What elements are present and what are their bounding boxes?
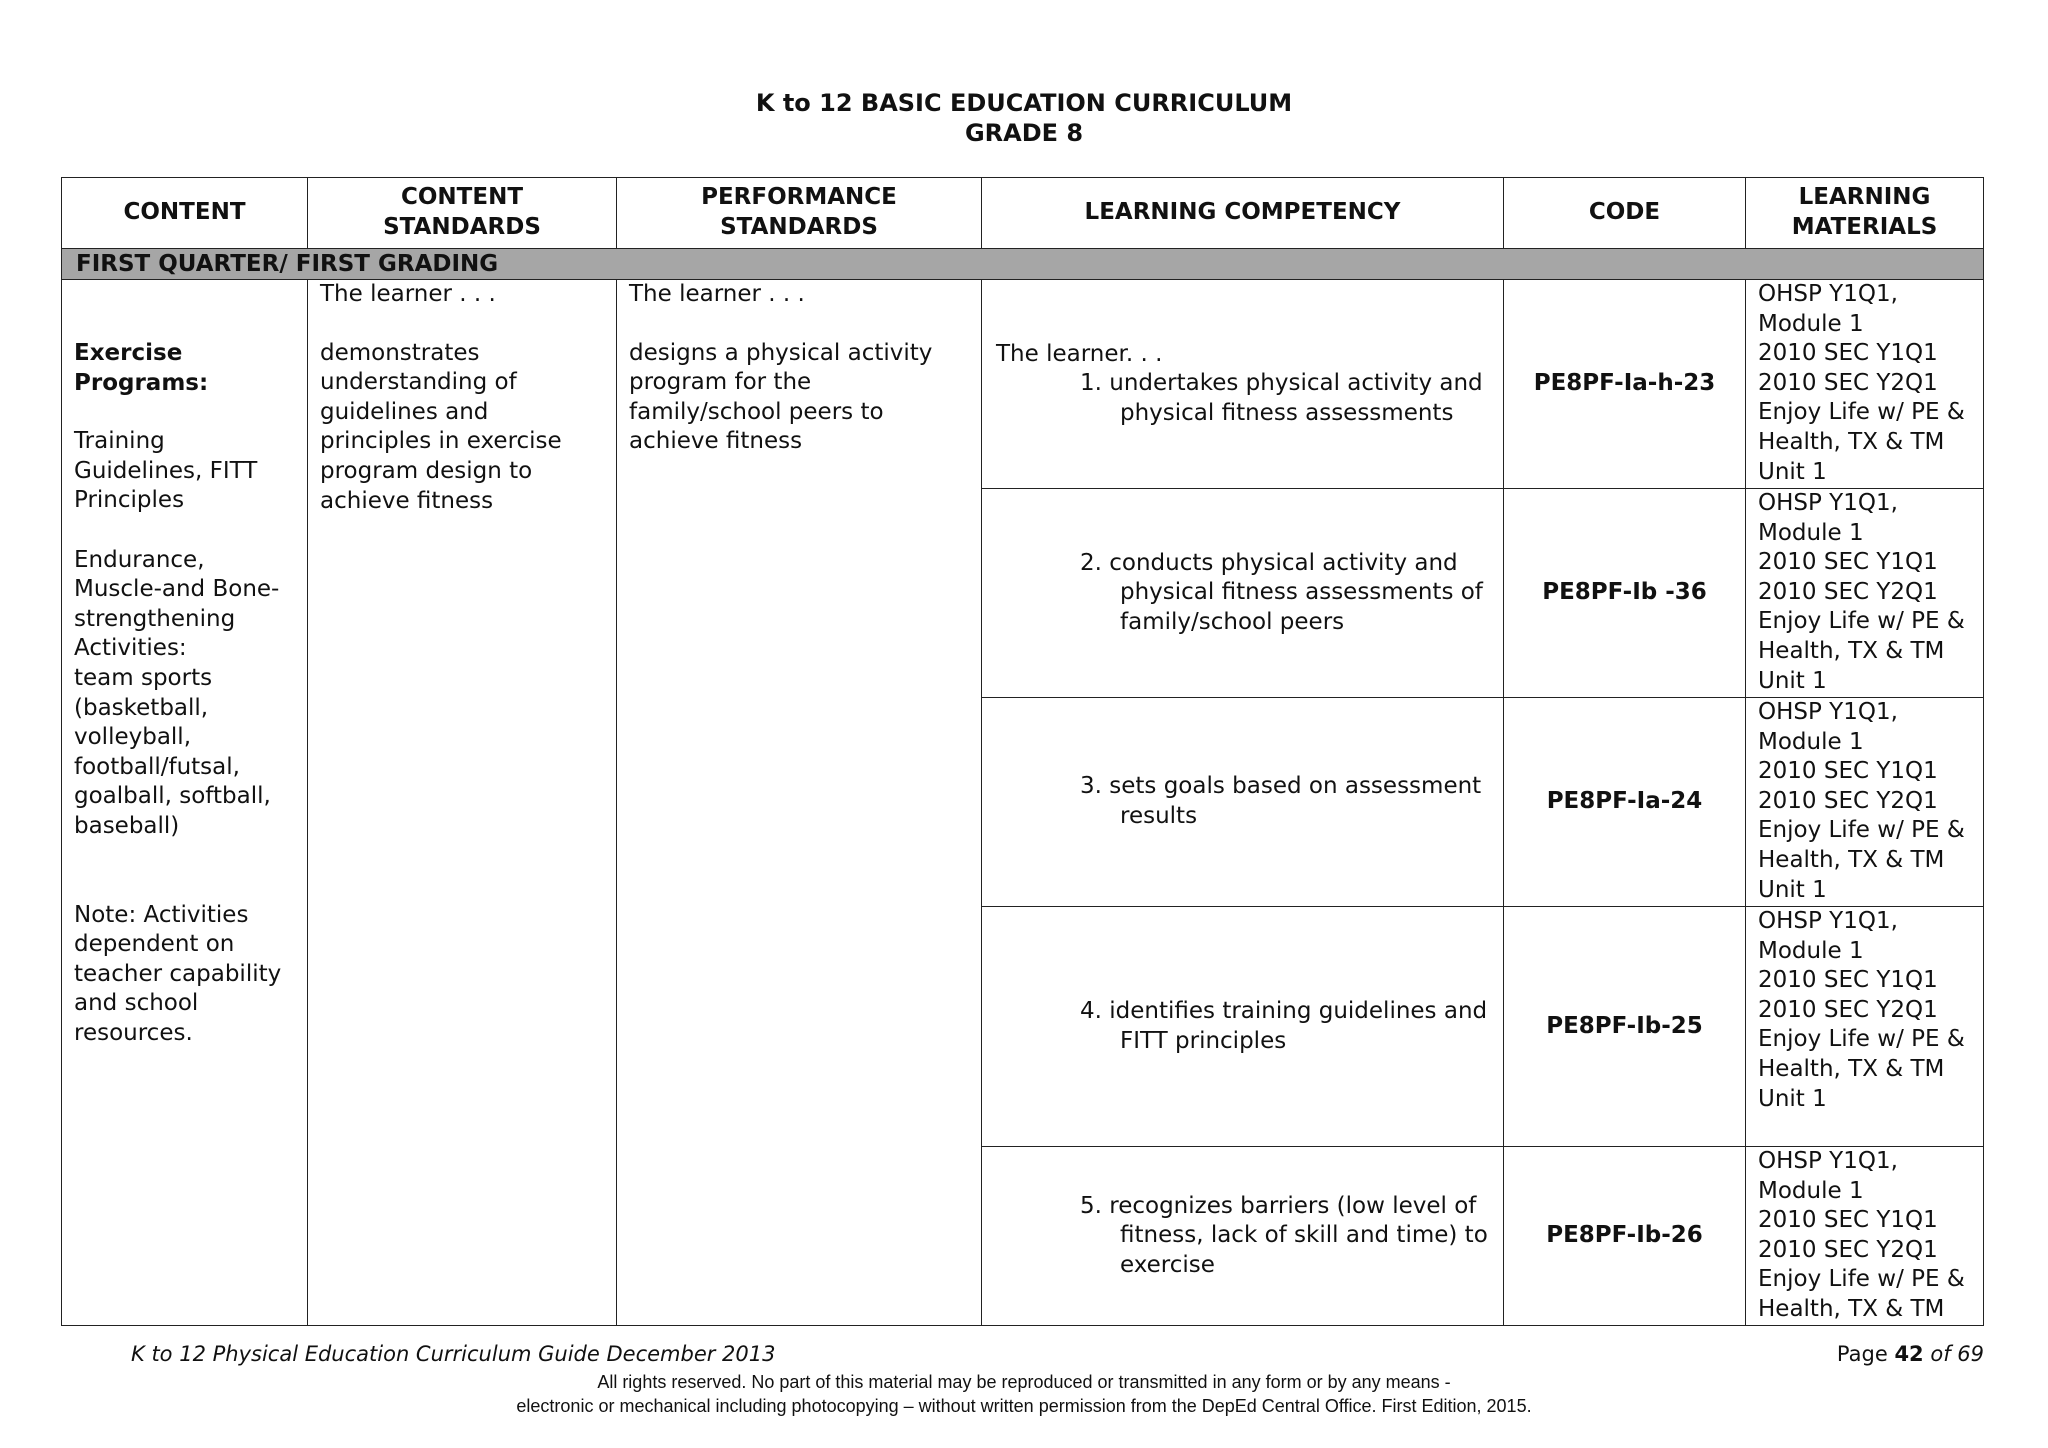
document-subtitle: GRADE 8: [964, 119, 1084, 147]
materials-cell: OHSP Y1Q1, Module 1 2010 SEC Y1Q1 2010 SEC Y2Q1 Enjoy Life w/ PE & Health, TX & TM Unit 1: [1746, 489, 1984, 698]
competency-cell: [982, 907, 1504, 1147]
competency-text: recognizes barriers (low level of: [1109, 1192, 1477, 1219]
content-body: Training Guidelines, FITT Principles Endurance, Muscle-and Bone-strengthening Activities: team sports (basketball, volleyball, football/futsal, goalball, softball, baseball) Note: Activities dependent on teacher capability and school resources.: [74, 428, 282, 1047]
col-header-learning-competency: LEARNING COMPETENCY: [982, 178, 1504, 249]
competency-cell: [982, 280, 1504, 489]
materials-cell: OHSP Y1Q1, Module 1 2010 SEC Y1Q1 2010 SEC Y2Q1 Enjoy Life w/ PE & Health, TX & TM Unit 1: [1746, 698, 1984, 907]
content-standards-intro: The learner . . .: [320, 281, 496, 307]
page-total: of 69: [1930, 1342, 1984, 1366]
competency-text: sets goals based on assessment: [1109, 773, 1482, 800]
competency-text-cont: FITT principles: [1120, 1027, 1287, 1054]
quarter-row: [62, 249, 1984, 280]
content-standards-text: demonstrates understanding of guidelines and principles in exercise program design to achieve fitness: [320, 339, 562, 514]
performance-standards-intro: The learner . . .: [629, 281, 805, 307]
competency-item: [996, 997, 1491, 1056]
rights-notice-line1: All rights reserved. No part of this material may be reproduced or transmitted in any form or by any means -: [597, 1372, 1451, 1392]
competency-cell: [982, 698, 1504, 907]
code-cell: PE8PF-Ib-26: [1504, 1147, 1746, 1326]
footer-guide-title: K to 12 Physical Education Curriculum Guide December 2013: [131, 1342, 776, 1366]
performance-standards-cell: [617, 280, 982, 1326]
col-header-content-standards: CONTENT STANDARDS: [308, 178, 617, 249]
competency-item: [996, 549, 1491, 638]
rights-notice-line2: electronic or mechanical including photocopying – without written permission from the DepEd Central Office. First Edition, 2015.: [516, 1396, 1532, 1416]
competency-number: 4.: [1080, 997, 1102, 1024]
competency-item: [996, 369, 1491, 428]
competency-cell: [982, 1147, 1504, 1326]
competency-text-cont: fitness, lack of skill and time) to exercise: [1120, 1222, 1488, 1278]
competency-text-cont: results: [1120, 803, 1198, 829]
materials-cell: OHSP Y1Q1, Module 1 2010 SEC Y1Q1 2010 SEC Y2Q1 Enjoy Life w/ PE & Health, TX & TM Unit 1: [1746, 280, 1984, 489]
competency-number: 3.: [1080, 773, 1102, 800]
competency-number: 5.: [1080, 1192, 1102, 1219]
competency-number: 2.: [1080, 549, 1102, 576]
code-cell: PE8PF-Ia-h-23: [1504, 280, 1746, 489]
code-cell: PE8PF-Ib-25: [1504, 907, 1746, 1147]
curriculum-table: [61, 177, 1984, 1326]
materials-cell: OHSP Y1Q1, Module 1 2010 SEC Y1Q1 2010 SEC Y2Q1 Enjoy Life w/ PE & Health, TX & TM: [1746, 1147, 1984, 1326]
competency-number: 1.: [1080, 370, 1102, 397]
competency-text-cont: physical fitness assessments: [1120, 399, 1454, 426]
col-header-learning-materials: LEARNING MATERIALS: [1746, 178, 1984, 249]
code-cell: PE8PF-Ib -36: [1504, 489, 1746, 698]
competency-text: identifies training guidelines and: [1109, 997, 1488, 1024]
competency-item: [996, 772, 1491, 831]
performance-standards-text: designs a physical activity program for the family/school peers to achieve fitness: [629, 339, 933, 455]
col-header-performance-standards: PERFORMANCE STANDARDS: [617, 178, 982, 249]
competency-text: undertakes physical activity and: [1109, 370, 1483, 397]
col-header-code: CODE: [1504, 178, 1746, 249]
col-header-content: CONTENT: [62, 178, 308, 249]
competency-intro: The learner. . .: [996, 340, 1163, 367]
content-standards-cell: [308, 280, 617, 1326]
page-number: [1837, 1342, 1984, 1366]
page-label: Page: [1836, 1342, 1888, 1366]
competency-text: conducts physical activity and: [1109, 549, 1458, 576]
table-row: [62, 280, 1984, 489]
header-row: [62, 178, 1984, 249]
competency-text-cont: physical fitness assessments of family/school peers: [1120, 579, 1483, 635]
code-cell: PE8PF-Ia-24: [1504, 698, 1746, 907]
materials-cell: OHSP Y1Q1, Module 1 2010 SEC Y1Q1 2010 SEC Y2Q1 Enjoy Life w/ PE & Health, TX & TM Unit 1: [1746, 907, 1984, 1147]
content-heading: Exercise Programs:: [74, 340, 209, 396]
competency-item: [996, 1192, 1491, 1281]
content-cell: [62, 280, 308, 1326]
page-current: 42: [1894, 1342, 1924, 1366]
document-title: K to 12 BASIC EDUCATION CURRICULUM: [755, 89, 1293, 117]
quarter-label: FIRST QUARTER/ FIRST GRADING: [62, 249, 1984, 280]
competency-cell: [982, 489, 1504, 698]
